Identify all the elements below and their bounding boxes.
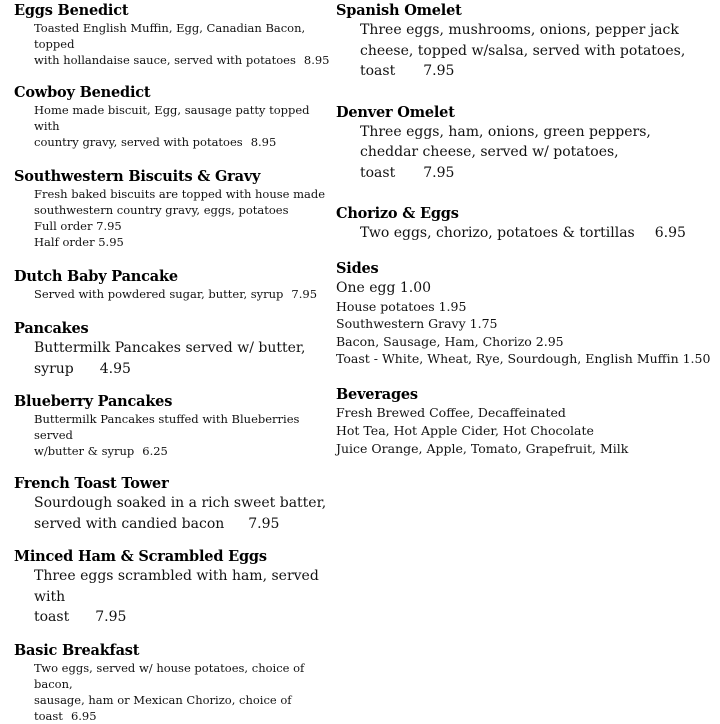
item-description [360, 223, 712, 244]
item-title: Basic Breakfast [14, 641, 140, 659]
item-price: 8.95 [250, 135, 277, 149]
item-title: French Toast Tower [14, 475, 169, 492]
sides-list [336, 278, 712, 368]
menu-item-cowboy-benedict [14, 84, 334, 150]
beverage-item: Juice Orange, Apple, Tomato, Grapefruit, Milk [336, 440, 629, 456]
sides-title: Sides [336, 259, 379, 277]
item-desc-text: Buttermilk Pancakes served w/ butter, syrup [34, 340, 306, 377]
item-desc-text: Toasted English Muffin, Egg, Canadian Bacon, topped with hollandaise sauce, served with potatoes [34, 21, 306, 67]
beverages-section [336, 386, 712, 458]
item-desc-text: Three eggs, mushrooms, onions, pepper jack cheese, topped w/salsa, served with potatoes, toast [360, 22, 686, 79]
item-title: Spanish Omelet [336, 2, 462, 19]
item-description [34, 338, 334, 379]
item-price: 4.95 [99, 360, 131, 377]
item-title: Cowboy Benedict [14, 84, 151, 101]
menu-right-column [336, 2, 712, 458]
beverage-item: Hot Tea, Hot Apple Cider, Hot Chocolate [336, 422, 594, 438]
item-desc-text: Home made biscuit, Egg, sausage patty topped with country gravy, served with potatoes [34, 103, 310, 149]
menu-item-eggs-benedict [14, 2, 334, 68]
item-title: Blueberry Pancakes [14, 393, 173, 410]
item-price: 7.95 [248, 515, 280, 532]
item-description [34, 660, 334, 724]
sides-section [336, 260, 712, 368]
item-title: Denver Omelet [336, 103, 455, 121]
item-desc-text: Sourdough soaked in a rich sweet batter, served with candied bacon [34, 495, 327, 532]
item-description [34, 20, 334, 68]
menu-item-basic-breakfast [14, 642, 334, 724]
item-desc-text: Two eggs, chorizo, potatoes & tortillas [360, 225, 635, 241]
menu-item-pancakes [14, 320, 334, 379]
item-description [34, 186, 334, 250]
item-title: Pancakes [14, 320, 89, 337]
item-price: 7.95 [291, 287, 318, 301]
item-title: Minced Ham & Scrambled Eggs [14, 548, 267, 565]
item-description [34, 493, 334, 534]
item-price: 6.95 [654, 225, 686, 241]
item-title: Dutch Baby Pancake [14, 268, 178, 285]
beverages-list [336, 404, 712, 458]
item-description [34, 286, 334, 302]
menu-item-southwestern-biscuits [14, 168, 334, 250]
item-desc-text: Three eggs scrambled with ham, served with toast [34, 568, 319, 625]
item-price: 6.25 [142, 444, 168, 458]
item-title: Eggs Benedict [14, 2, 129, 19]
item-description [360, 20, 712, 82]
menu-item-blueberry-pancakes [14, 393, 334, 459]
side-item: One egg 1.00 [336, 279, 432, 296]
menu-item-chorizo-eggs [336, 205, 712, 244]
side-item: Bacon, Sausage, Ham, Chorizo 2.95 [336, 333, 564, 349]
item-title: Southwestern Biscuits & Gravy [14, 168, 261, 185]
menu-item-french-toast-tower [14, 475, 334, 534]
item-description [360, 122, 712, 184]
menu-item-dutch-baby-pancake [14, 268, 334, 302]
item-description [34, 566, 334, 628]
item-description [34, 102, 334, 150]
beverages-title: Beverages [336, 385, 418, 403]
item-price: 8.95 [303, 53, 330, 67]
item-desc-text: Two eggs, served w/ house potatoes, choice of bacon, sausage, ham or Mexican Chorizo, choice of toast [34, 660, 305, 723]
item-price: 6.95 [70, 708, 97, 723]
item-price: 7.95 [423, 63, 455, 79]
menu-item-spanish-omelet [336, 2, 712, 82]
side-item: Toast - White, Wheat, Rye, Sourdough, English Muffin 1.50 [336, 351, 711, 366]
menu-left-column [14, 2, 334, 724]
item-desc-text: Buttermilk Pancakes stuffed with Blueberries served w/butter & syrup [34, 412, 300, 458]
item-desc-text: Three eggs, ham, onions, green peppers, cheddar cheese, served w/ potatoes, toast [360, 123, 651, 181]
item-description [34, 411, 334, 459]
item-desc-text: Fresh baked biscuits are topped with house made southwestern country gravy, eggs, potatoes Full order 7.95 Half order 5.95 [34, 187, 326, 249]
menu-item-minced-ham [14, 548, 334, 628]
beverage-item: Fresh Brewed Coffee, Decaffeinated [336, 404, 566, 420]
item-title: Chorizo & Eggs [336, 205, 459, 222]
item-desc-text: Served with powdered sugar, butter, syrup [34, 287, 284, 301]
item-price: 7.95 [423, 164, 455, 181]
side-item: Southwestern Gravy 1.75 [336, 316, 498, 331]
side-item: House potatoes 1.95 [336, 298, 467, 314]
item-price: 7.95 [95, 609, 127, 625]
menu-item-denver-omelet [336, 104, 712, 184]
